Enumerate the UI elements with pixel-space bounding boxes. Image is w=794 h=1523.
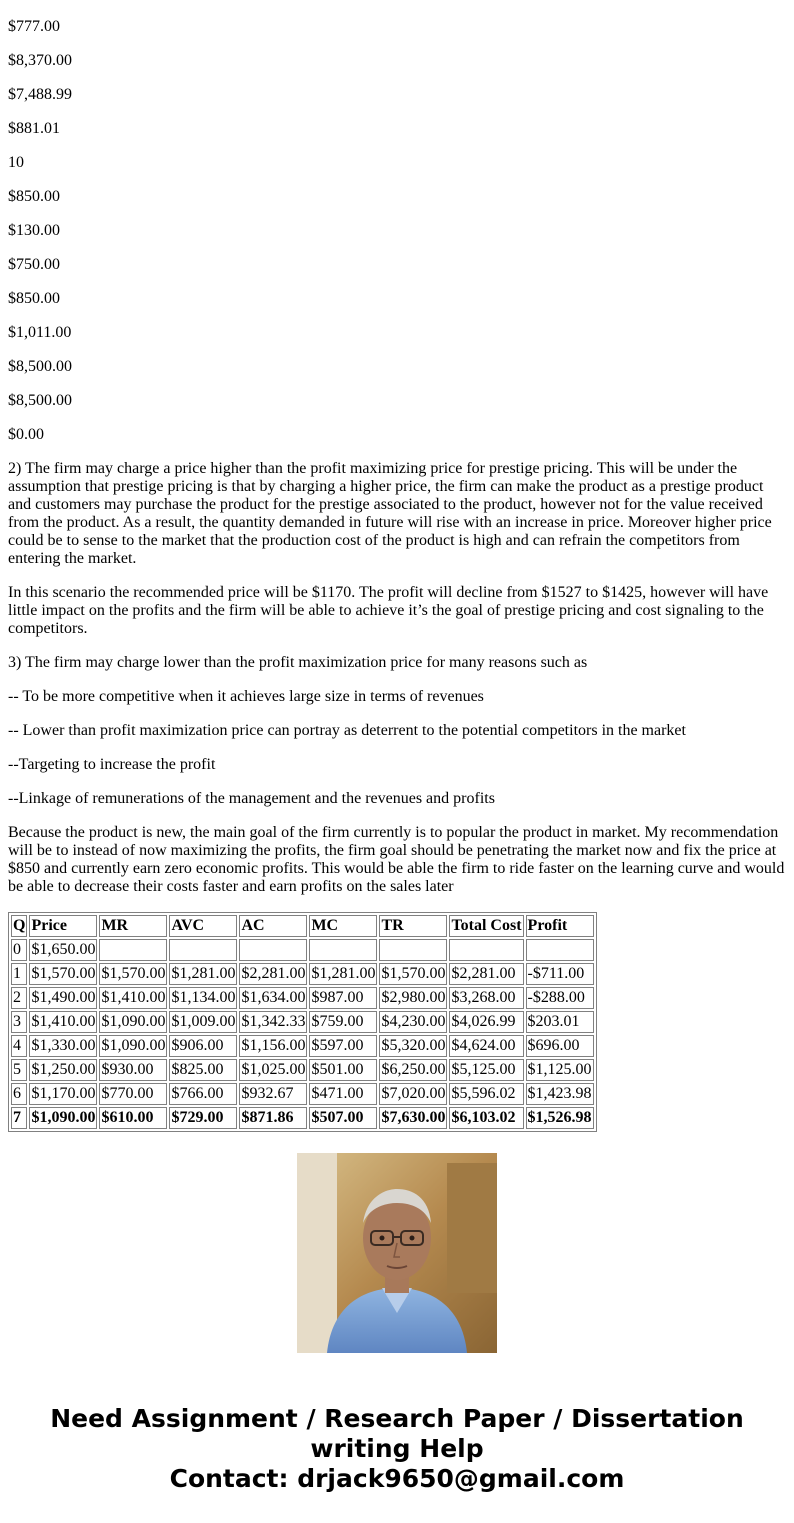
table-cell: $4,026.99 [449, 1011, 523, 1033]
table-cell: $906.00 [169, 1035, 237, 1057]
table-cell: $1,526.98 [526, 1107, 594, 1129]
table-cell [449, 939, 523, 961]
reason-item: -- Lower than profit maximization price can portray as deterrent to the potential competitors in the market [8, 722, 686, 739]
table-cell: $1,156.00 [239, 1035, 307, 1057]
table-cell: 7 [11, 1107, 27, 1129]
table-header-row [11, 915, 594, 937]
value-item: $850.00 [8, 290, 60, 307]
table-cell: $1,342.33 [239, 1011, 307, 1033]
table-cell: $5,596.02 [449, 1083, 523, 1105]
table-cell: $1,090.00 [99, 1035, 167, 1057]
table-cell: $1,125.00 [526, 1059, 594, 1081]
table-cell: $7,630.00 [379, 1107, 447, 1129]
value-item: $881.01 [8, 120, 60, 137]
value-item: $850.00 [8, 188, 60, 205]
column-header: Q [11, 915, 27, 937]
prestige-pricing-paragraph: 2) The firm may charge a price higher than the profit maximizing price for prestige pricing. This will be under the assumption that prestige pricing is that by charging a higher price, the firm can make the product as a prestige product and customers may purchase the product for the prestige associated to the product, however not for the value received from the product. As a result, the quantity demanded in future will rise with an increase in price. Moreover higher price could be to sense to the market that the production cost of the product is high and can refrain the competitors from entering the market. [8, 460, 772, 567]
column-header: MC [309, 915, 377, 937]
table-cell: $501.00 [309, 1059, 377, 1081]
table-cell: $1,090.00 [99, 1011, 167, 1033]
table-cell: $4,624.00 [449, 1035, 523, 1057]
author-avatar [297, 1153, 497, 1353]
table-cell: 2 [11, 987, 27, 1009]
table-cell [379, 939, 447, 961]
table-cell [309, 939, 377, 961]
cost-table [8, 912, 597, 1132]
table-cell: $729.00 [169, 1107, 237, 1129]
table-cell: 5 [11, 1059, 27, 1081]
table-cell: $471.00 [309, 1083, 377, 1105]
table-cell: $1,134.00 [169, 987, 237, 1009]
column-header: AVC [169, 915, 237, 937]
table-cell [526, 939, 594, 961]
column-header: Total Cost [449, 915, 523, 937]
table-cell: -$288.00 [526, 987, 594, 1009]
table-cell: $4,230.00 [379, 1011, 447, 1033]
table-cell: $2,281.00 [239, 963, 307, 985]
table-cell: $1,570.00 [29, 963, 97, 985]
table-cell: 4 [11, 1035, 27, 1057]
table-cell: $770.00 [99, 1083, 167, 1105]
table-cell: $5,320.00 [379, 1035, 447, 1057]
banner-line: writing Help [310, 1434, 484, 1463]
table-cell: $987.00 [309, 987, 377, 1009]
banner-line: Need Assignment / Research Paper / Dissertation [50, 1404, 744, 1433]
table-cell: $1,423.98 [526, 1083, 594, 1105]
table-cell: $1,281.00 [169, 963, 237, 985]
table-cell: $932.67 [239, 1083, 307, 1105]
reason-item: -- To be more competitive when it achieves large size in terms of revenues [8, 688, 484, 705]
portrait-icon [297, 1153, 497, 1353]
table-cell [99, 939, 167, 961]
recommendation-paragraph: Because the product is new, the main goal of the firm currently is to popular the product in market. My recommendation will be to instead of now maximizing the profits, the firm goal should be penetrating the market now and fix the price at $850 and currently earn zero economic profits. This would be able the firm to ride faster on the learning curve and would be able to decrease their costs faster and earn profits on the sales later [8, 824, 785, 895]
lower-price-intro-paragraph: 3) The firm may charge lower than the profit maximization price for many reasons such as [8, 654, 588, 671]
table-row [11, 1059, 594, 1081]
value-item: $8,500.00 [8, 392, 72, 409]
table-cell: 6 [11, 1083, 27, 1105]
document-body [8, 0, 786, 1126]
help-banner [0, 1404, 794, 1494]
table-cell: $1,250.00 [29, 1059, 97, 1081]
table-body [11, 939, 594, 1129]
table-cell [169, 939, 237, 961]
reason-item: --Linkage of remunerations of the management and the revenues and profits [8, 790, 495, 807]
value-item [8, 0, 786, 2]
table-cell: $1,009.00 [169, 1011, 237, 1033]
value-item: $8,500.00 [8, 358, 72, 375]
table-cell: $930.00 [99, 1059, 167, 1081]
column-header: AC [239, 915, 307, 937]
value-item: $750.00 [8, 256, 60, 273]
table-cell: $1,490.00 [29, 987, 97, 1009]
table-cell: $507.00 [309, 1107, 377, 1129]
table-cell: 0 [11, 939, 27, 961]
table-cell [239, 939, 307, 961]
value-item: $130.00 [8, 222, 60, 239]
table-cell: $597.00 [309, 1035, 377, 1057]
table-cell: $1,410.00 [99, 987, 167, 1009]
column-header: Price [29, 915, 97, 937]
value-item: $0.00 [8, 426, 44, 443]
value-item: $777.00 [8, 18, 60, 35]
avatar-photo [297, 1153, 497, 1353]
table-cell: $1,634.00 [239, 987, 307, 1009]
column-header: TR [379, 915, 447, 937]
cost-table-container [8, 912, 786, 1126]
table-cell: -$711.00 [526, 963, 594, 985]
table-cell: $1,410.00 [29, 1011, 97, 1033]
column-header: MR [99, 915, 167, 937]
value-item: $8,370.00 [8, 52, 72, 69]
contact-email: Contact: drjack9650@gmail.com [169, 1464, 625, 1493]
column-header: Profit [526, 915, 594, 937]
table-cell: $7,020.00 [379, 1083, 447, 1105]
table-row [11, 1011, 594, 1033]
table-cell: $871.86 [239, 1107, 307, 1129]
table-row [11, 1035, 594, 1057]
table-cell: $203.01 [526, 1011, 594, 1033]
table-cell: $6,103.02 [449, 1107, 523, 1129]
table-cell: $696.00 [526, 1035, 594, 1057]
table-cell: $1,281.00 [309, 963, 377, 985]
table-cell: $1,025.00 [239, 1059, 307, 1081]
value-item: 10 [8, 154, 24, 171]
table-cell: $2,281.00 [449, 963, 523, 985]
table-cell: $1,170.00 [29, 1083, 97, 1105]
value-item: $7,488.99 [8, 86, 72, 103]
table-cell: $825.00 [169, 1059, 237, 1081]
table-row [11, 939, 594, 961]
table-cell: $1,570.00 [99, 963, 167, 985]
table-cell: $1,090.00 [29, 1107, 97, 1129]
table-cell: $766.00 [169, 1083, 237, 1105]
table-cell: $1,650.00 [29, 939, 97, 961]
table-cell: $3,268.00 [449, 987, 523, 1009]
table-cell: 1 [11, 963, 27, 985]
table-row [11, 987, 594, 1009]
value-list [8, 0, 786, 444]
recommended-price-paragraph: In this scenario the recommended price will be $1170. The profit will decline from $1527 to $1425, however will have little impact on the profits and the firm will be able to achieve it’s the goal of prestige pricing and cost signaling to the competitors. [8, 584, 769, 637]
table-cell: 3 [11, 1011, 27, 1033]
table-cell: $610.00 [99, 1107, 167, 1129]
table-cell: $1,570.00 [379, 963, 447, 985]
value-item: $1,011.00 [8, 324, 72, 341]
reason-item: --Targeting to increase the profit [8, 756, 216, 773]
table-cell: $2,980.00 [379, 987, 447, 1009]
table-row [11, 1083, 594, 1105]
table-cell: $5,125.00 [449, 1059, 523, 1081]
table-cell: $1,330.00 [29, 1035, 97, 1057]
table-row [11, 1107, 594, 1129]
table-cell: $6,250.00 [379, 1059, 447, 1081]
table-row [11, 963, 594, 985]
table-cell: $759.00 [309, 1011, 377, 1033]
